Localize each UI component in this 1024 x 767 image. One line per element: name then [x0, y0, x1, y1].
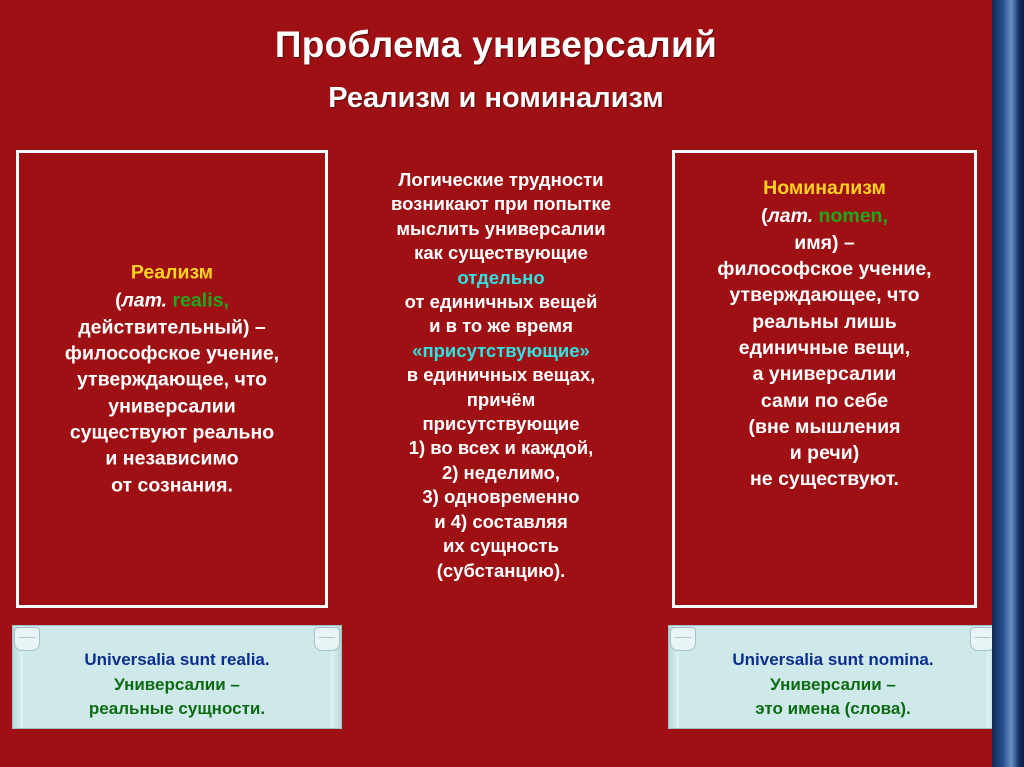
nominalism-motto-ru-line-1: Универсалии – [770, 674, 896, 694]
realism-line-4: философское учение, [64, 342, 280, 365]
middle-highlight-separately: отдельно [457, 266, 545, 288]
nominalism-line-3: имя) – [794, 231, 855, 254]
realism-latin-line: (лат. realis, [115, 289, 229, 312]
middle-line-9: присутствующие [422, 413, 580, 435]
realism-line-8: и независимо [105, 447, 239, 470]
decorative-side-strip [992, 0, 1024, 767]
nominalism-latin-label: лат. [767, 205, 814, 228]
nominalism-line-11: и речи) [789, 442, 860, 465]
middle-explanation [340, 168, 662, 583]
nominalism-line-6: реальны лишь [752, 310, 897, 333]
page-subtitle: Реализм и номинализм [328, 82, 664, 114]
middle-line-4: как существующие [414, 242, 588, 264]
realism-line-5: утверждающее, что [76, 368, 268, 391]
page-title: Проблема универсалий [274, 24, 718, 65]
nominalism-latin-term: nomen, [818, 205, 888, 228]
nominalism-motto-ru-line-2: это имена (слова). [755, 699, 911, 719]
realism-line-7: существуют реально [69, 421, 275, 444]
nominalism-panel [672, 150, 977, 608]
middle-line-5: от единичных вещей [404, 291, 598, 313]
nominalism-line-9: сами по себе [760, 389, 889, 412]
nominalism-line-12: не существуют. [750, 468, 899, 491]
nominalism-motto-latin: Universalia sunt nomina. [732, 650, 934, 669]
middle-line-2: возникают при попытке [390, 193, 612, 215]
nominalism-line-7: единичные вещи, [738, 336, 911, 359]
realism-motto-text [27, 648, 327, 722]
realism-motto-latin: Universalia sunt realia. [84, 650, 270, 669]
realism-motto-ru-line-2: реальные сущности. [88, 699, 266, 719]
realism-line-6: универсалии [108, 395, 236, 418]
nominalism-latin-line: (лат. nomen, [761, 205, 888, 228]
nominalism-motto-scroll [668, 625, 998, 729]
middle-line-7: в единичных вещах, [406, 364, 596, 386]
realism-motto-scroll [12, 625, 342, 729]
nominalism-line-8: а универсалии [752, 363, 897, 386]
nominalism-line-10: (вне мышления [748, 415, 901, 438]
middle-highlight-present: «присутствующие» [412, 339, 590, 361]
realism-line-9: от сознания. [111, 474, 233, 497]
middle-line-8: причём [466, 388, 536, 410]
nominalism-line-4: философское учение, [717, 257, 932, 280]
middle-line-3: мыслить универсалии [396, 217, 606, 239]
nominalism-motto-text [683, 648, 983, 722]
realism-heading: Реализм [130, 261, 214, 284]
middle-line-1: Логические трудности [398, 169, 604, 190]
nominalism-heading: Номинализм [763, 177, 886, 199]
middle-line-14: их сущность [443, 535, 559, 557]
middle-line-12: 3) одновременно [422, 486, 580, 508]
realism-panel [16, 150, 328, 608]
middle-line-15: (субстанцию). [436, 559, 566, 581]
realism-latin-label: лат. [121, 289, 168, 312]
nominalism-line-5: утверждающее, что [729, 284, 920, 307]
middle-line-13: и 4) составляя [434, 510, 568, 532]
realism-latin-term: realis, [172, 289, 229, 312]
realism-line-3: действительный) – [78, 316, 266, 339]
nominalism-panel-content [683, 175, 966, 493]
realism-motto-ru-line-1: Универсалии – [114, 674, 240, 694]
middle-line-6: и в то же время [429, 315, 573, 337]
middle-line-11: 2) неделимо, [441, 461, 561, 483]
middle-line-10: 1) во всех и каждой, [408, 437, 594, 459]
realism-panel-content [27, 260, 317, 499]
